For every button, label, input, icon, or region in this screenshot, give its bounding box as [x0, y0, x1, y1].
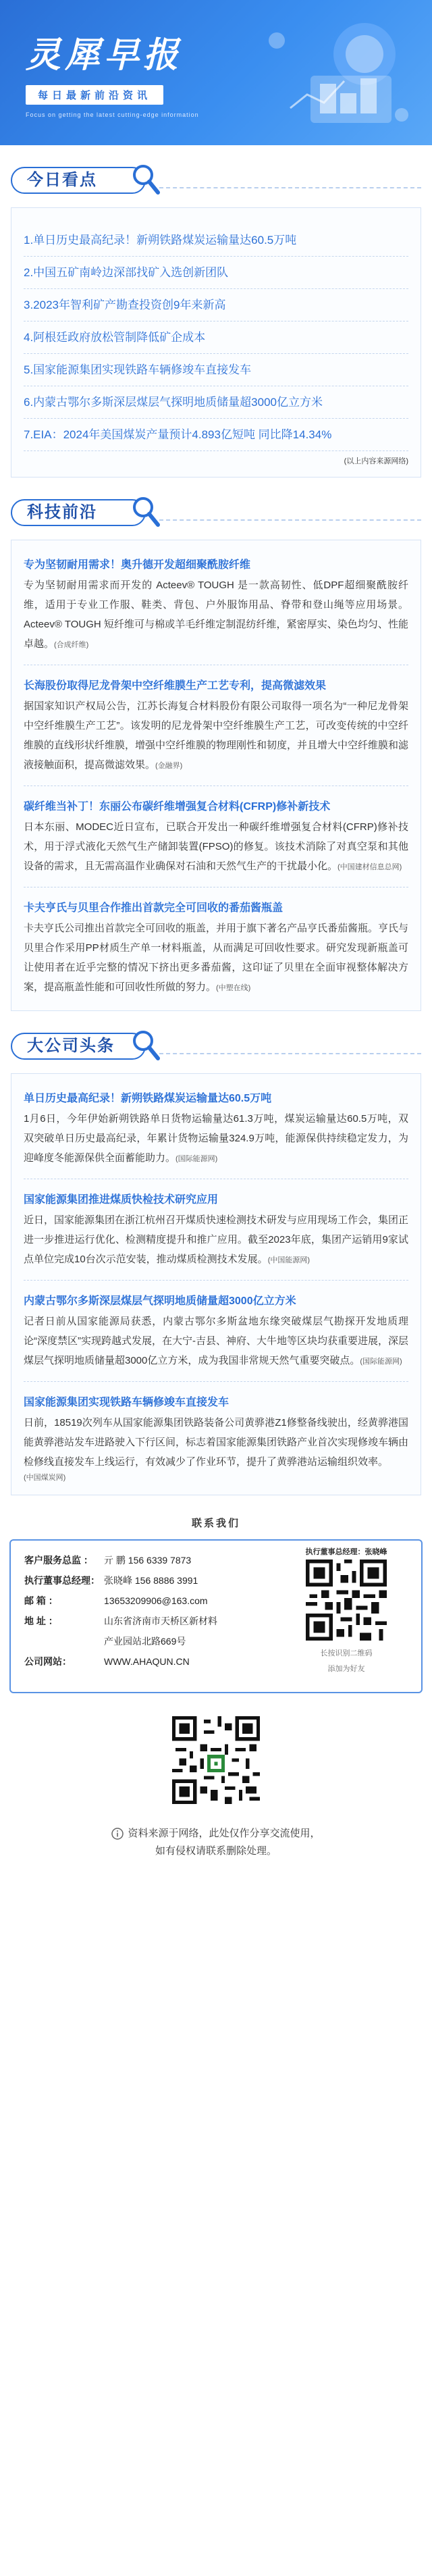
- contact-label: 执行董事总经理：: [24, 1575, 100, 1586]
- article-body: 1月6日，今年伊始新朔铁路单日货物运输量达61.3万吨，煤炭运输量达60.5万吨，双双突破单日历史最高纪录，年累计货物运输量324.9万吨，能源保供持续稳定发力，为迎峰度冬能源保供全面蓄能助力。: [24, 1113, 408, 1164]
- headline-item[interactable]: 3.2023年智利矿产勘查投资创9年来新高: [24, 289, 408, 321]
- article-item: [24, 898, 408, 998]
- article-title[interactable]: 长海股份取得尼龙骨架中空纤维膜生产工艺专利，提高微滤效果: [24, 680, 327, 692]
- article-title[interactable]: 卡夫亨氏与贝里合作推出首款完全可回收的番茄酱瓶盖: [24, 902, 284, 914]
- wechat-qr-block: [0, 1716, 432, 1807]
- footer-line-1: 资料来源于网络，此处仅作分享交流使用，: [128, 1828, 321, 1839]
- section-title-company: 大公司头条: [27, 1035, 115, 1055]
- article-title[interactable]: 碳纤维当补丁！东丽公布碳纤维增强复合材料(CFRP)修补新技术: [24, 801, 331, 813]
- headlines-source-note: (以上内容来源网络): [344, 457, 408, 465]
- article-item: [24, 1089, 408, 1179]
- section-title-tech: 科技前沿: [27, 502, 97, 521]
- article-body: 专为坚韧耐用需求而开发的 Acteev® TOUGH 是一款高韧性、低DPF超细聚酰胺纤维，适用于专业工作服、鞋类、背包、户外服饰用品、脊带和登山绳等应用场景。Acteev® TOUGH 短纤维可与棉或羊毛纤维定制混纺纤维，紧密厚实、染色均匀、性能卓越。: [24, 579, 408, 650]
- headlines-list: [11, 207, 421, 478]
- article-item: [24, 1393, 408, 1483]
- article-source: (中国能源网): [267, 1256, 310, 1264]
- article-body: 卡夫亨氏公司推出首款完全可回收的瓶盖，并用于旗下著名产品亨氏番茄酱瓶。亨氏与贝里合作采用PP材质生产单一材料瓶盖，从而满足可回收性要求。研究发现新瓶盖可让使用者在近乎完整的情况下挤出更多番茄酱，这印证了贝里在全面审视整体解决方案，提高瓶盖性能和可回收性所做的努力。: [24, 923, 409, 993]
- contact-row: [24, 1631, 274, 1651]
- contact-address: 产业园站北路669号: [104, 1636, 186, 1647]
- footer-disclaimer: [0, 1825, 432, 1887]
- headline-item[interactable]: 1.单日历史最高纪录！新朔铁路煤炭运输量达60.5万吨: [24, 224, 408, 257]
- contact-heading: 联系我们: [191, 1518, 240, 1529]
- contact-qr: [282, 1545, 410, 1675]
- contact-address: 山东省济南市天桥区新材料: [104, 1616, 217, 1626]
- article-source: (国际能源网): [360, 1358, 402, 1366]
- contact-row: [24, 1591, 274, 1611]
- qr-title: 执行董事总经理：张晓峰: [305, 1548, 387, 1556]
- article-source: (金融界): [155, 762, 183, 770]
- company-articles: [11, 1073, 421, 1495]
- qr-code-icon[interactable]: [306, 1560, 387, 1641]
- contact-value[interactable]: 亓 鹏 156 6339 7873: [104, 1555, 192, 1566]
- banner-subtitle: Focus on getting the latest cutting-edge information: [26, 111, 199, 118]
- article-body: 日前，18519次列车从国家能源集团铁路装备公司黄骅港Z1修整备线驶出，经黄骅港国能黄骅港站发车进路驶入下行区间，标志着国家能源集团铁路产业首次实现修竣车辆由检修线直接发车上线运行，有效减少了作业环节，提升了黄骅港站运输组织效率。: [24, 1417, 409, 1468]
- tech-articles: [11, 540, 421, 1011]
- section-header-company: [0, 1011, 432, 1073]
- headline-item[interactable]: 6.内蒙古鄂尔多斯深层煤层气探明地质储量超3000亿立方米: [24, 386, 408, 419]
- article-item: [24, 555, 408, 665]
- section-header-tech: [0, 478, 432, 540]
- article-title[interactable]: 专为坚韧耐用需求！奥升德开发超细聚酰胺纤维: [24, 559, 251, 571]
- header-banner: [0, 0, 432, 145]
- contact-card: [9, 1539, 423, 1693]
- article-source: (合成纤维): [54, 641, 89, 649]
- section-title-today: 今日看点: [27, 170, 97, 189]
- footer-line-2: 如有侵权请联系删除处理。: [155, 1845, 277, 1857]
- contact-website[interactable]: WWW.AHAQUN.CN: [104, 1656, 190, 1667]
- article-source: (中国建材信息总网): [338, 863, 402, 871]
- article-title[interactable]: 内蒙古鄂尔多斯深层煤层气探明地质储量超3000亿立方米: [24, 1295, 296, 1307]
- headline-item[interactable]: 4.阿根廷政府放松管制降低矿企成本: [24, 321, 408, 354]
- article-title[interactable]: 国家能源集团实现铁路车辆修竣车直接发车: [24, 1397, 230, 1408]
- magnifier-icon: [131, 495, 161, 527]
- wechat-qr-code-icon[interactable]: [172, 1716, 260, 1804]
- article-item: [24, 1190, 408, 1281]
- section-header-today: [0, 145, 432, 207]
- article-source: (中塑在线): [216, 984, 251, 992]
- article-title[interactable]: 单日历史最高纪录！新朔铁路煤炭运输量达60.5万吨: [24, 1093, 272, 1104]
- headline-item[interactable]: 5.国家能源集团实现铁路车辆修竣车直接发车: [24, 354, 408, 386]
- headline-item[interactable]: 7.EIA：2024年美国煤炭产量预计4.893亿短吨 同比降14.34%: [24, 419, 408, 451]
- banner-tag: 每日最新前沿资讯: [26, 85, 163, 105]
- banner-title: 灵犀早报: [26, 36, 183, 75]
- contact-email[interactable]: 13653209906@163.com: [104, 1595, 208, 1606]
- article-title[interactable]: 国家能源集团推进煤质快检技术研究应用: [24, 1194, 219, 1206]
- contact-row: [24, 1550, 274, 1570]
- qr-caption: 长按识别二维码: [320, 1649, 373, 1657]
- contact-row: [24, 1570, 274, 1591]
- article-item: [24, 797, 408, 887]
- contact-label: 客户服务总监 ：: [24, 1555, 93, 1566]
- contact-label: 邮 箱 ：: [24, 1595, 58, 1606]
- article-source: (中国煤炭网): [24, 1474, 66, 1482]
- contact-row: [24, 1651, 274, 1672]
- article-source: (国际能源网): [176, 1155, 218, 1163]
- qr-caption: 添加为好友: [327, 1665, 365, 1673]
- banner-decoration-icon: [196, 14, 418, 135]
- article-item: [24, 676, 408, 786]
- contact-section: [0, 1509, 432, 1693]
- contact-label: 地 址 ：: [24, 1616, 58, 1626]
- article-body: 日本东丽、MODEC近日宣布，已联合开发出一种碳纤维增强复合材料(CFRP)修补技术，用于浮式液化天然气生产储卸装置(FPSO)的修复。该技术消除了对真空泵和其他设备的需求，且无需高温作业确保对石油和天然气生产的干扰最小化。: [24, 821, 408, 872]
- info-icon: [111, 1828, 124, 1840]
- article-body: 记者日前从国家能源局获悉，内蒙古鄂尔多斯盆地东缘突破煤层气勘探开发地质理论“深度禁区”实现跨越式发展，在大宁-吉县、神府、大牛地等区块均获重要进展，深层煤层气探明地质储量超3000亿立方米，成为我国非常规天然气重要突破点。: [24, 1316, 408, 1366]
- article-item: [24, 1291, 408, 1382]
- contact-value[interactable]: 张晓峰 156 8886 3991: [104, 1575, 198, 1586]
- contact-label: [24, 1631, 104, 1651]
- contact-label: 公司网站：: [24, 1656, 72, 1667]
- contact-row: [24, 1611, 274, 1631]
- article-body: 近日，国家能源集团在浙江杭州召开煤质快速检测技术研发与应用现场工作会，集团正进一步推进运行优化、检测精度提升和推广应用。截至2023年底，集团产运销用9家试点单位完成10台次示范安装，推动煤质检测技术发展。: [24, 1214, 409, 1265]
- magnifier-icon: [131, 163, 161, 195]
- article-body: 据国家知识产权局公告，江苏长海复合材料股份有限公司取得一项名为“一种尼龙骨架中空纤维膜生产工艺”。该发明的尼龙骨架中空纤维膜生产工艺，可改变传统的中空纤维膜的直线形状纤维膜，增强中空纤维膜的物理刚性和韧度，并且增大中空纤维膜和滤液接触面积，提高微滤效果。: [24, 700, 409, 771]
- headline-item[interactable]: 2.中国五矿南岭边深部找矿入选创新团队: [24, 257, 408, 289]
- magnifier-icon: [131, 1029, 161, 1061]
